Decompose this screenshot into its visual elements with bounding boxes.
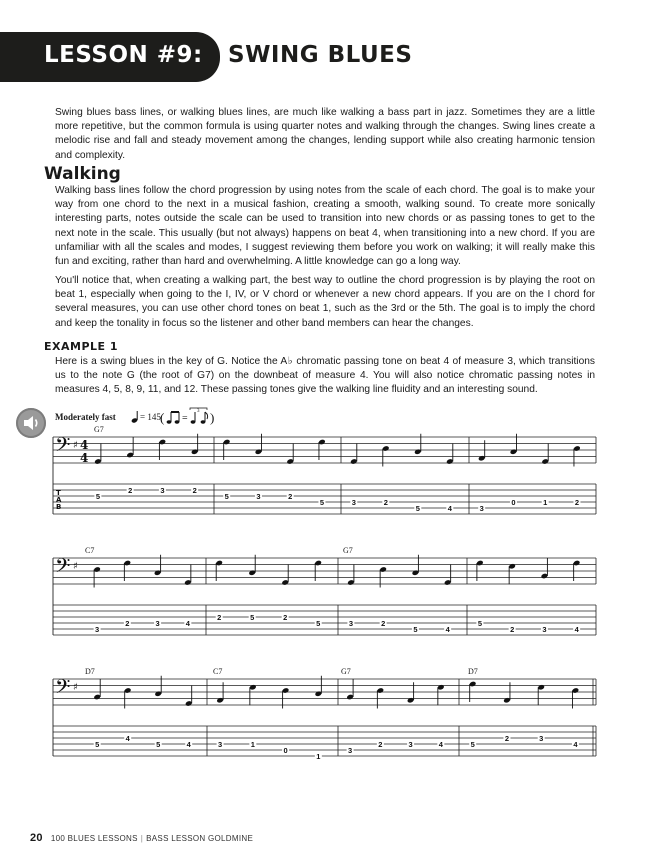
tab-fret-number: 1 (543, 497, 548, 507)
svg-text:=: = (182, 413, 188, 424)
book-title: 100 BLUES LESSONS (50, 834, 138, 843)
lesson-title: SWING BLUES (228, 42, 413, 68)
tempo-value: = 145 (140, 412, 161, 422)
chord-label: D7 (468, 667, 478, 676)
tab-fret-number: 1 (250, 739, 255, 749)
tab-fret-number: 5 (415, 503, 420, 513)
walking-paragraph-1: Walking bass lines follow the chord progression by using notes from the scale of each chord. The goal is to make your way from one chord to the next in a musical fashion, creating a smooth, walking sound. To create more sonically interesting parts, notes outside the scale can be used to transition into new chords or as passing tones to get to the next note in the scale. This usually (but not always) happens on beat 4, when transitioning into a new chord. If you are unfamiliar with all the scales and modes, I suggest reviewing them before you work on walking; it will really make this fun and exciting, rather than hard and overwhelming. A little knowledge can go a long way. (55, 185, 595, 268)
tab-fret-number: 5 (250, 612, 255, 622)
bass-clef-icon: 𝄢 (55, 675, 71, 703)
tab-fret-number: 4 (445, 624, 450, 634)
bass-clef-icon: 𝄢 (55, 433, 71, 461)
walking-paragraph-2: You'll notice that, when creating a walking part, the best way to outline the chord progression is by playing the root on beat 1, especially when going to the I, IV, or V chord or whenever a new chord appears. If you are on the I chord for several measures, you can use other chord tones on beat 1, such as the 3rd or the 5th. The goal is to imply the chord and keep the tonality in focus so the listener and other band members can hear the changes. (55, 275, 595, 329)
tab-fret-number: 3 (479, 503, 484, 513)
tab-fret-number: 4 (574, 624, 579, 634)
tab-fret-number: 4 (573, 739, 578, 749)
chord-label: G7 (94, 425, 104, 434)
tab-fret-number: 2 (192, 485, 197, 495)
tab-fret-number: 5 (316, 618, 321, 628)
example-paragraph: Here is a swing blues in the key of G. Notice the A♭ chromatic passing tone on beat 4 of measure 3, which transitions us to the note G (the root of G7) on the downbeat of measure 4. You will also notice chromatic passing notes in measures 4, 5, 8, 9, 11, and 12. These passing tones give the walking line fluidity and an interesting sound. (55, 356, 595, 396)
tab-fret-number: 4 (186, 739, 191, 749)
tab-fret-number: 2 (510, 624, 515, 634)
tab-fret-number: 5 (95, 739, 100, 749)
tab-clef-label: T (56, 489, 61, 497)
tempo-marking: Moderately fast (55, 412, 116, 422)
tab-fret-number: 0 (283, 745, 288, 755)
tab-fret-number: 3 (408, 739, 413, 749)
tab-fret-number: 3 (95, 624, 100, 634)
tab-fret-number: 3 (218, 739, 223, 749)
tab-fret-number: 4 (125, 733, 130, 743)
tab-fret-number: 2 (128, 485, 133, 495)
tab-fret-number: 5 (413, 624, 418, 634)
tab-fret-number: 5 (156, 739, 161, 749)
page-number: 20 (30, 832, 43, 844)
tab-fret-number: 4 (438, 739, 443, 749)
tab-fret-number: 2 (383, 497, 388, 507)
footer-divider: | (140, 834, 144, 843)
chord-label: G7 (341, 667, 351, 676)
chord-label: C7 (213, 667, 223, 676)
tab-fret-number: 5 (477, 618, 482, 628)
tab-fret-number: 2 (574, 497, 580, 507)
tab-fret-number: 3 (542, 624, 547, 634)
key-signature-sharp: ♯ (73, 561, 78, 572)
svg-text:3: 3 (197, 409, 200, 414)
tab-fret-number: 5 (470, 739, 475, 749)
tab-clef-label: A (56, 496, 62, 504)
tab-fret-number: 4 (185, 618, 190, 628)
chord-label: G7 (343, 546, 353, 555)
tab-clef-label: B (56, 503, 62, 511)
tab-fret-number: 2 (217, 612, 222, 622)
tab-fret-number: 3 (348, 618, 353, 628)
walking-heading: Walking (44, 164, 121, 184)
tab-fret-number: 2 (381, 618, 386, 628)
tab-fret-number: 3 (256, 491, 261, 501)
chord-label: D7 (85, 667, 95, 676)
tab-fret-number: 5 (319, 497, 325, 507)
svg-text:(: ( (160, 410, 165, 425)
time-signature: 4 (80, 438, 89, 452)
tab-fret-number: 0 (511, 497, 516, 507)
tab-fret-number: 2 (125, 618, 130, 628)
tab-fret-number: 1 (316, 751, 321, 761)
intro-paragraph: Swing blues bass lines, or walking blues lines, are much like walking a bass part in jazz. Sometimes they are a little more repetitive, but the common formula is using quarter notes and walking through the changes. Swing lines create a melodic rise and fall and steady movement among the changes, lending support while also creating harmonic tension and complexity. (55, 107, 595, 161)
tab-fret-number: 3 (155, 618, 160, 628)
chord-label: C7 (85, 546, 95, 555)
example-heading: EXAMPLE 1 (44, 340, 119, 353)
svg-text:): ) (210, 410, 215, 425)
key-signature-sharp: ♯ (73, 440, 78, 451)
time-signature: 4 (80, 451, 89, 465)
tab-fret-number: 3 (539, 733, 544, 743)
series-title: BASS LESSON GOLDMINE (146, 834, 254, 843)
tab-fret-number: 5 (95, 491, 100, 501)
bass-clef-icon: 𝄢 (55, 554, 71, 582)
lesson-number: LESSON #9: (44, 42, 203, 68)
tab-fret-number: 4 (447, 503, 452, 513)
key-signature-sharp: ♯ (73, 682, 78, 693)
tab-fret-number: 5 (224, 491, 229, 501)
tab-fret-number: 2 (283, 612, 288, 622)
tab-fret-number: 3 (351, 497, 356, 507)
tab-fret-number: 3 (160, 485, 165, 495)
tab-fret-number: 2 (504, 733, 510, 743)
tab-fret-number: 3 (348, 745, 353, 755)
tab-fret-number: 2 (288, 491, 293, 501)
tab-fret-number: 2 (378, 739, 383, 749)
page-footer (30, 832, 253, 844)
